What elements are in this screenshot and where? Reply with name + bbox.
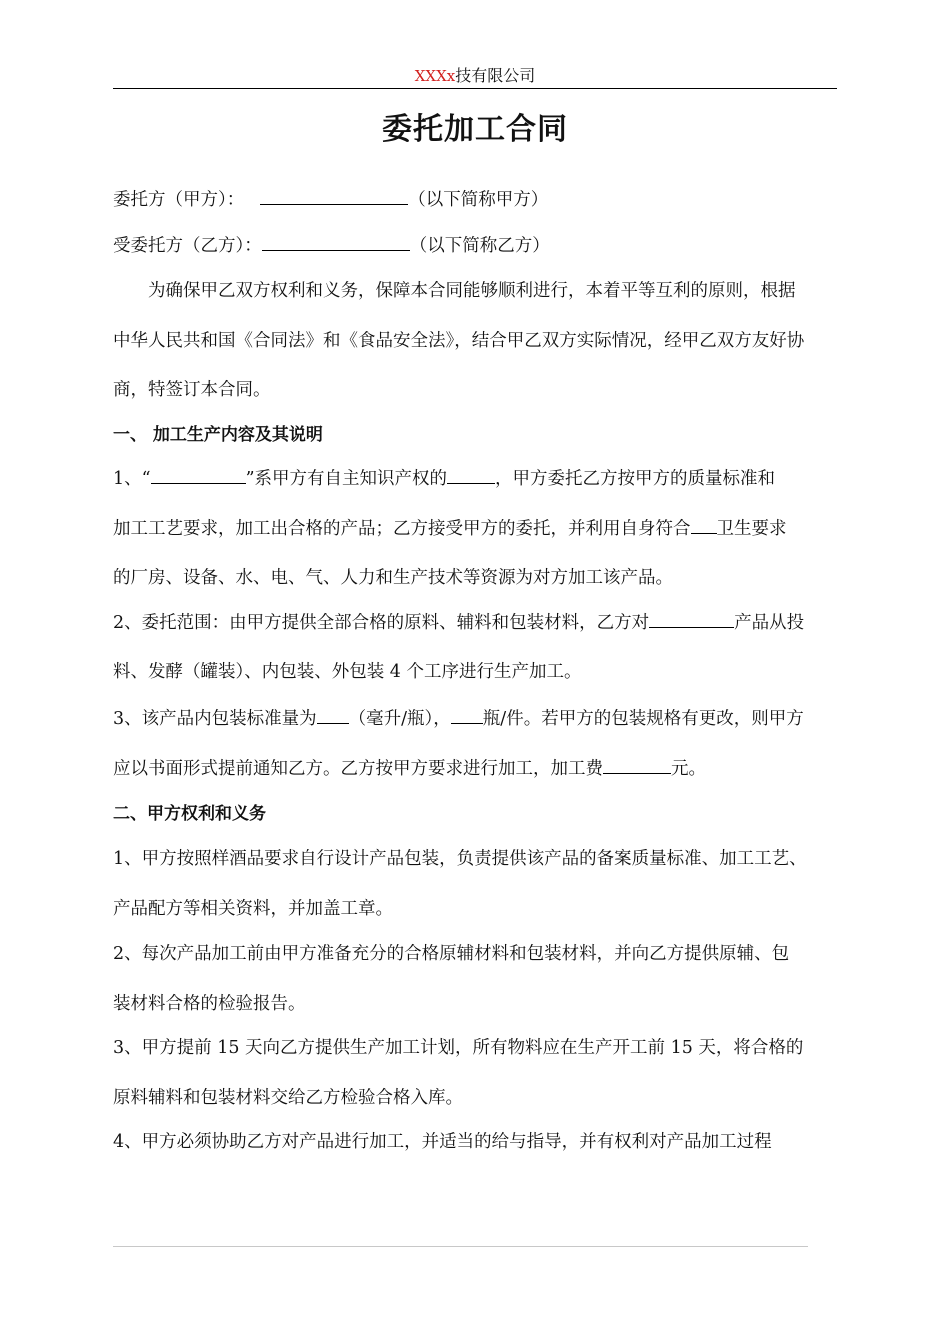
sec1-item1-line1: [113, 465, 775, 492]
bottles-per-case-blank[interactable]: [451, 705, 483, 724]
sec1-item2-text: 2、委托范围：由甲方提供全部合格的原料、辅料和包装材料，乙方对: [113, 613, 650, 633]
sec1-item3-end: 瓶/件。若甲方的包装规格有更改，则甲方: [482, 709, 804, 729]
intro-line-1: 为确保甲乙双方权利和义务，保障本合同能够顺利进行，本着平等互利的原则，根据: [148, 281, 796, 301]
sec1-item3-l2-text: 应以书面形式提前通知乙方。乙方按甲方要求进行加工，加工费: [113, 759, 603, 779]
sec1-item1-line2: [113, 515, 787, 542]
party-b-suffix: （以下简称乙方）: [409, 236, 550, 256]
ip-blank[interactable]: [447, 465, 495, 484]
product-name-blank[interactable]: [151, 465, 246, 484]
header-company-red: XXXx: [414, 67, 456, 85]
sec2-item2-line1: 2、每次产品加工前由甲方准备充分的合格原辅材料和包装材料，并向乙方提供原辅、包: [113, 944, 790, 964]
sec2-item4-line1: 4、甲方必须协助乙方对产品进行加工，并适当的给与指导，并有权利对产品加工过程: [113, 1132, 772, 1152]
sec1-item1-l2-end: 卫生要求: [716, 519, 787, 539]
intro-line-3: 商，特签订本合同。: [113, 380, 271, 400]
sec2-item2-line2: 装材料合格的检验报告。: [113, 994, 306, 1014]
sec1-item3-text: 3、该产品内包装标准量为: [113, 709, 317, 729]
party-b-blank[interactable]: [262, 232, 410, 251]
hygiene-blank[interactable]: [691, 515, 717, 534]
sec1-item1-end: ，甲方委托乙方按甲方的质量标准和: [495, 469, 776, 489]
page-header: [113, 64, 837, 89]
party-a-suffix: （以下简称甲方）: [408, 190, 549, 210]
party-a-line: [113, 186, 548, 213]
sec2-item1-line1: 1、甲方按照样酒品要求自行设计产品包装，负责提供该产品的备案质量标准、加工工艺、: [113, 849, 807, 869]
sec2-item3-line2: 原料辅料和包装材料交给乙方检验合格入库。: [113, 1088, 463, 1108]
party-b-label: 受委托方（乙方）：: [113, 236, 262, 256]
contract-title: 委托加工合同: [382, 112, 568, 147]
sec1-item2-line2: 料、发酵（罐装）、内包装、外包装 4 个工序进行生产加工。: [113, 662, 582, 682]
header-company-rest: 技有限公司: [455, 66, 536, 85]
scope-product-blank[interactable]: [649, 609, 734, 628]
sec1-item2-end: 产品从投: [734, 613, 805, 633]
sec1-item2-line1: [113, 609, 804, 636]
party-b-line: [113, 232, 550, 259]
volume-blank[interactable]: [317, 705, 349, 724]
sec1-item3-l2-end: 元。: [671, 759, 706, 779]
footer-divider: [113, 1246, 808, 1247]
intro-line-2: 中华人民共和国《合同法》和《食品安全法》，结合甲乙双方实际情况，经甲乙双方友好协: [113, 331, 805, 351]
sec1-item1-l2-text: 加工工艺要求，加工出合格的产品；乙方接受甲方的委托，并利用自身符合: [113, 519, 691, 539]
party-a-label: 委托方（甲方）：: [113, 190, 245, 210]
section-1-heading: 一、 加工生产内容及其说明: [113, 425, 323, 445]
sec1-item3-line2: [113, 755, 706, 782]
sec1-item1-prefix: 1、“: [113, 469, 151, 489]
sec2-item1-line2: 产品配方等相关资料，并加盖工章。: [113, 899, 393, 919]
processing-fee-blank[interactable]: [603, 755, 671, 774]
sec1-item1-line3: 的厂房、设备、水、电、气、人力和生产技术等资源为对方加工该产品。: [113, 568, 673, 588]
sec1-item3-unit: （毫升/瓶），: [348, 709, 451, 729]
sec1-item1-mid: ”系甲方有自主知识产权的: [245, 469, 448, 489]
sec2-item3-line1: 3、甲方提前 15 天向乙方提供生产加工计划，所有物料应在生产开工前 15 天，将合格的: [113, 1038, 804, 1058]
section-2-heading: 二、甲方权利和义务: [113, 804, 266, 824]
sec1-item3-line1: [113, 705, 804, 732]
party-a-blank[interactable]: [260, 186, 408, 205]
